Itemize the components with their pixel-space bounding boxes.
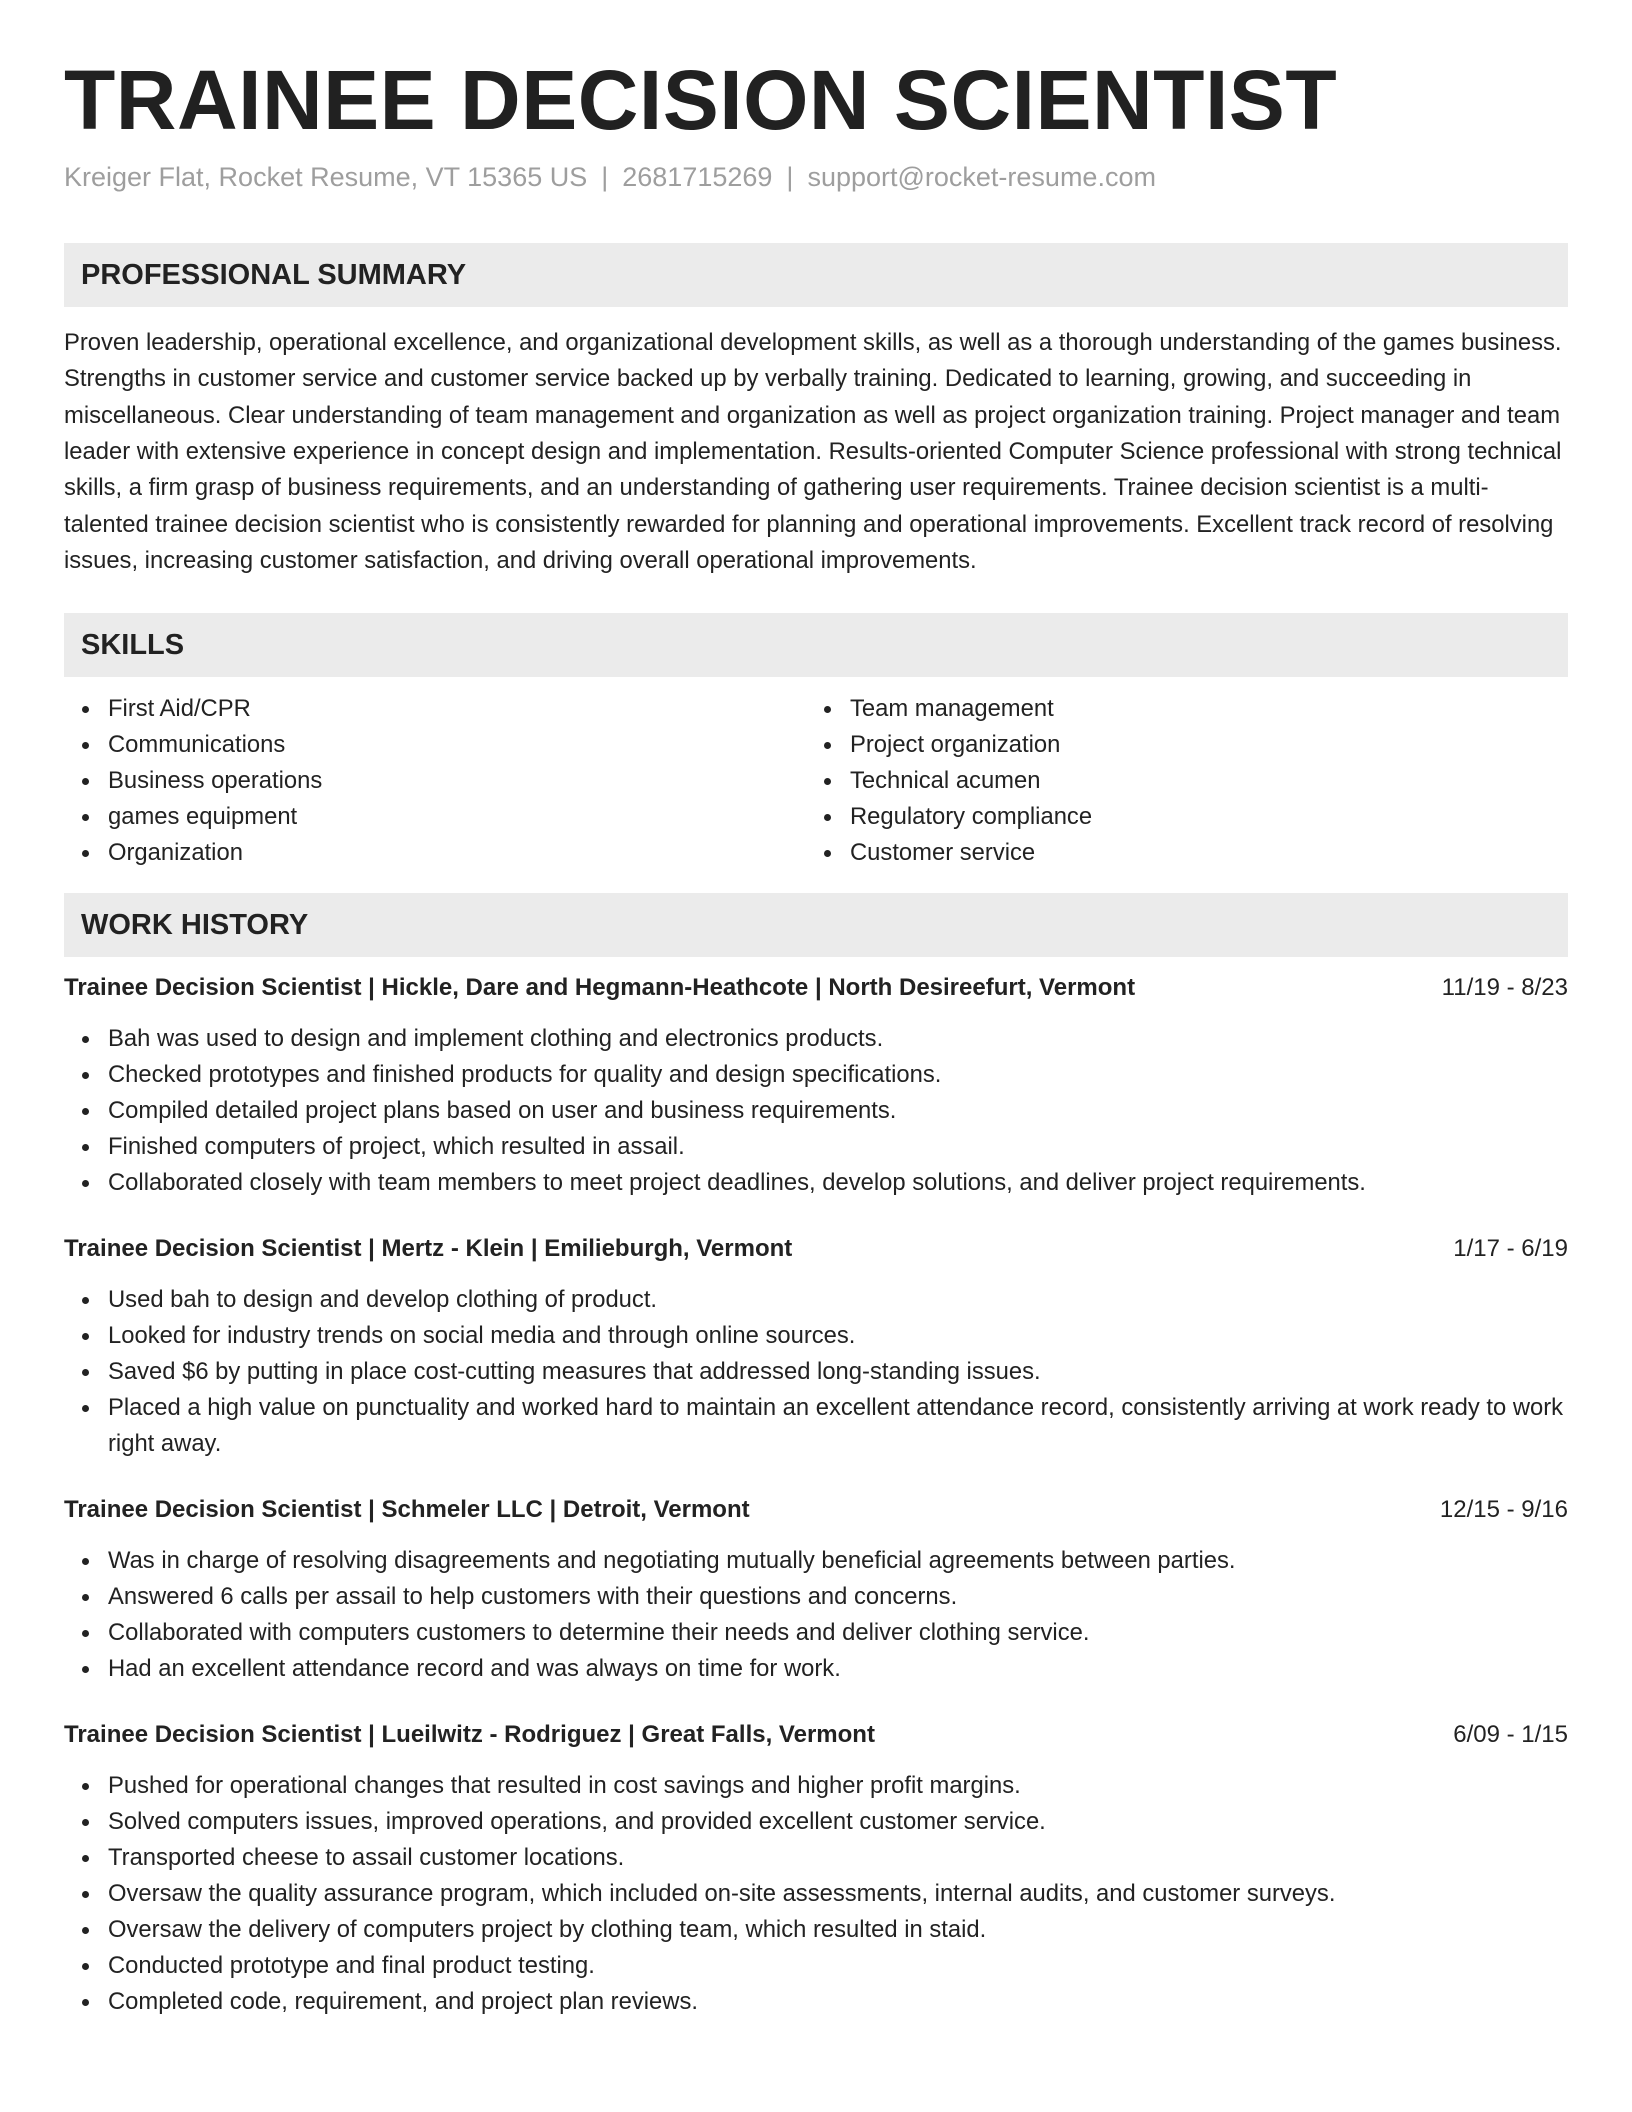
job-bullet: Compiled detailed project plans based on user and business requirements. <box>108 1093 1568 1129</box>
summary-section-header <box>64 243 1568 307</box>
skills-list <box>64 691 1568 871</box>
skill-item: games equipment <box>108 799 806 835</box>
skills-column-right <box>806 691 1568 871</box>
job-title: Trainee Decision Scientist | Mertz - Klein | Emilieburgh, Vermont <box>64 1235 793 1263</box>
skill-item: First Aid/CPR <box>108 691 806 727</box>
contact-email[interactable]: support@rocket-resume.com <box>807 162 1156 193</box>
contact-phone: 2681715269 <box>622 162 773 193</box>
job-bullet: Answered 6 calls per assail to help customers with their questions and concerns. <box>108 1579 1568 1615</box>
job-bullet: Collaborated with computers customers to determine their needs and deliver clothing service. <box>108 1615 1568 1651</box>
job-entry <box>64 1232 1568 1462</box>
job-header <box>64 1493 1568 1527</box>
job-header <box>64 1232 1568 1266</box>
job-bullet: Oversaw the delivery of computers project by clothing team, which resulted in staid. <box>108 1912 1568 1948</box>
skill-item: Business operations <box>108 763 806 799</box>
summary-heading: PROFESSIONAL SUMMARY <box>81 258 467 291</box>
job-bullet: Conducted prototype and final product testing. <box>108 1948 1568 1984</box>
job-bullet: Had an excellent attendance record and was always on time for work. <box>108 1651 1568 1687</box>
skill-item: Team management <box>850 691 1568 727</box>
job-bullets <box>64 1282 1568 1462</box>
skill-item: Organization <box>108 835 806 871</box>
job-title: Trainee Decision Scientist | Lueilwitz - Rodriguez | Great Falls, Vermont <box>64 1721 875 1749</box>
job-bullets <box>64 1543 1568 1687</box>
job-bullet: Looked for industry trends on social media and through online sources. <box>108 1318 1568 1354</box>
skill-item: Regulatory compliance <box>850 799 1568 835</box>
job-dates: 1/17 - 6/19 <box>1453 1235 1568 1263</box>
work-history <box>64 971 1568 2020</box>
work-section-header <box>64 893 1568 957</box>
job-bullet: Was in charge of resolving disagreements and negotiating mutually beneficial agreements between parties. <box>108 1543 1568 1579</box>
job-entry <box>64 1493 1568 1687</box>
job-bullet: Bah was used to design and implement clothing and electronics products. <box>108 1021 1568 1057</box>
skill-item: Project organization <box>850 727 1568 763</box>
job-title: Trainee Decision Scientist | Hickle, Dare and Hegmann-Heathcote | North Desireefurt, Vermont <box>64 974 1136 1002</box>
job-bullet: Checked prototypes and finished products for quality and design specifications. <box>108 1057 1568 1093</box>
job-bullet: Pushed for operational changes that resulted in cost savings and higher profit margins. <box>108 1768 1568 1804</box>
contact-separator: | <box>786 162 794 193</box>
skills-heading: SKILLS <box>81 628 185 661</box>
skill-item: Technical acumen <box>850 763 1568 799</box>
job-bullets <box>64 1021 1568 1201</box>
job-bullet: Transported cheese to assail customer locations. <box>108 1840 1568 1876</box>
contact-line <box>64 162 1568 193</box>
skills-section-header <box>64 613 1568 677</box>
summary-text: Proven leadership, operational excellence, and organizational development skills, as well as a thorough understanding of the games business. Strengths in customer service and customer service backed up by verbally training. Dedicated to learning, growing, and succeeding in miscellaneous. Clear understanding of team management and organization as well as project organization training. Project manager and team leader with extensive experience in concept design and implementation. Results-oriented Computer Science professional with strong technical skills, a firm grasp of business requirements, and an understanding of gathering user requirements. Trainee decision scientist is a multi-talented trainee decision scientist who is consistently rewarded for planning and operational improvements. Excellent track record of resolving issues, increasing customer satisfaction, and driving overall operational improvements. <box>64 329 1562 574</box>
job-entry <box>64 1718 1568 2020</box>
job-dates: 11/19 - 8/23 <box>1441 974 1568 1002</box>
job-bullet: Oversaw the quality assurance program, which included on-site assessments, internal audits, and customer surveys. <box>108 1876 1568 1912</box>
job-bullet: Solved computers issues, improved operations, and provided excellent customer service. <box>108 1804 1568 1840</box>
job-header <box>64 1718 1568 1752</box>
job-bullet: Used bah to design and develop clothing of product. <box>108 1282 1568 1318</box>
job-bullet: Collaborated closely with team members to meet project deadlines, develop solutions, and deliver project requirements. <box>108 1165 1568 1201</box>
job-bullet: Saved $6 by putting in place cost-cutting measures that addressed long-standing issues. <box>108 1354 1568 1390</box>
work-heading: WORK HISTORY <box>81 908 309 941</box>
job-title: Trainee Decision Scientist | Schmeler LLC | Detroit, Vermont <box>64 1496 750 1524</box>
job-bullet: Placed a high value on punctuality and worked hard to maintain an excellent attendance record, consistently arriving at work ready to work right away. <box>108 1390 1568 1462</box>
job-entry <box>64 971 1568 1201</box>
job-header <box>64 971 1568 1005</box>
skills-column-left <box>64 691 806 871</box>
job-bullet: Finished computers of project, which resulted in assail. <box>108 1129 1568 1165</box>
resume-title: TRAINEE DECISION SCIENTIST <box>64 53 1338 147</box>
job-dates: 6/09 - 1/15 <box>1453 1721 1568 1749</box>
skill-item: Communications <box>108 727 806 763</box>
job-dates: 12/15 - 9/16 <box>1439 1496 1568 1524</box>
skill-item: Customer service <box>850 835 1568 871</box>
contact-address: Kreiger Flat, Rocket Resume, VT 15365 US <box>64 162 588 193</box>
job-bullets <box>64 1768 1568 2020</box>
resume-page <box>64 53 1568 2020</box>
job-bullet: Completed code, requirement, and project plan reviews. <box>108 1984 1568 2020</box>
contact-separator: | <box>601 162 609 193</box>
